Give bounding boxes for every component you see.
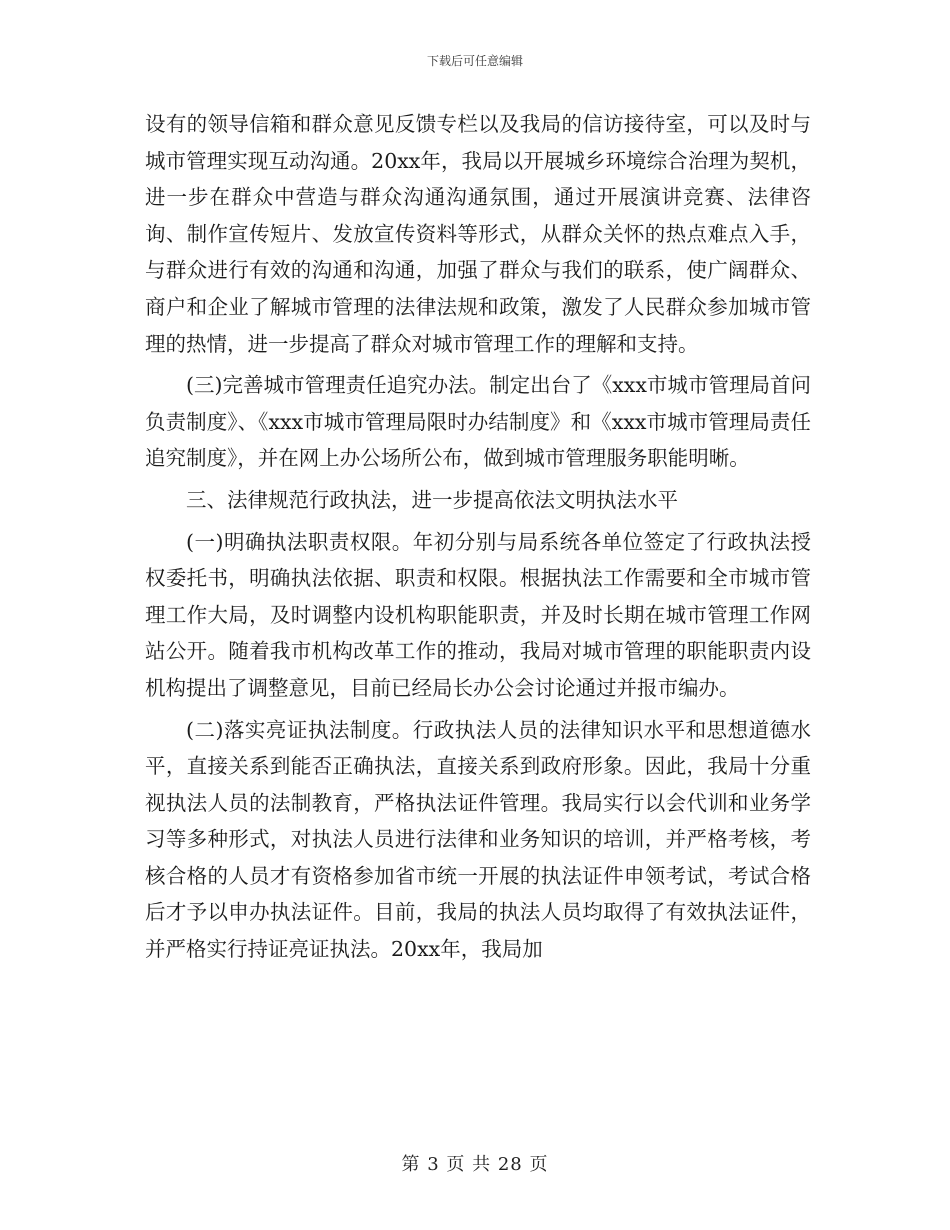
document-body [145, 106, 811, 968]
section-heading: 三、法律规范行政执法，进一步提高依法文明执法水平 [186, 487, 678, 512]
paragraph-section-1: (一)明确执法职责权限。年初分别与局系统各单位签定了行政执法授权委托书，明确执法依据、职责和权限。根据执法工作需要和全市城市管理工作大局，及时调整内设机构职能职责，并及时长期在城市管理工作网站公开。随着我市机构改革工作的推动，我局对城市管理的职能职责内设机构提出了调整意见，目前已经局长办公会讨论通过并报市编办。 [145, 529, 811, 700]
page-header: 下载后可任意编辑 [426, 54, 523, 68]
paragraph-section-2: (二)落实亮证执法制度。行政执法人员的法律知识水平和思想道德水平，直接关系到能否正确执法，直接关系到政府形象。因此，我局十分重视执法人员的法制教育，严格执法证件管理。我局实行以会代训和业务学习等多种形式，对执法人员进行法律和业务知识的培训，并严格考核，考核合格的人员才有资格参加省市统一开展的执法证件申领考试，考试合格后才予以申办执法证件。目前，我局的执法人员均取得了有效执法证件，并严格实行持证亮证执法。20xx年，我局加 [145, 717, 811, 962]
paragraph-section-3: (三)完善城市管理责任追究办法。制定出台了《xxx市城市管理局首问负责制度》、《xxx市城市管理局限时办结制度》和《xxx市城市管理局责任追究制度》，并在网上办公场所公布，做到城市管理服务职能明晰。 [145, 373, 811, 471]
page-footer: 第 3 页 共 28 页 [401, 1154, 549, 1175]
paragraph-continuation: 设有的领导信箱和群众意见反馈专栏以及我局的信访接待室，可以及时与城市管理实现互动沟通。20xx年，我局以开展城乡环境综合治理为契机，进一步在群众中营造与群众沟通沟通氛围，通过开展演讲竞赛、法律咨询、制作宣传短片、发放宣传资料等形式，从群众关怀的热点难点入手，与群众进行有效的沟通和沟通，加强了群众与我们的联系，使广阔群众、商户和企业了解城市管理的法律法规和政策，激发了人民群众参加城市管理的热情，进一步提高了群众对城市管理工作的理解和支持。 [145, 112, 811, 356]
